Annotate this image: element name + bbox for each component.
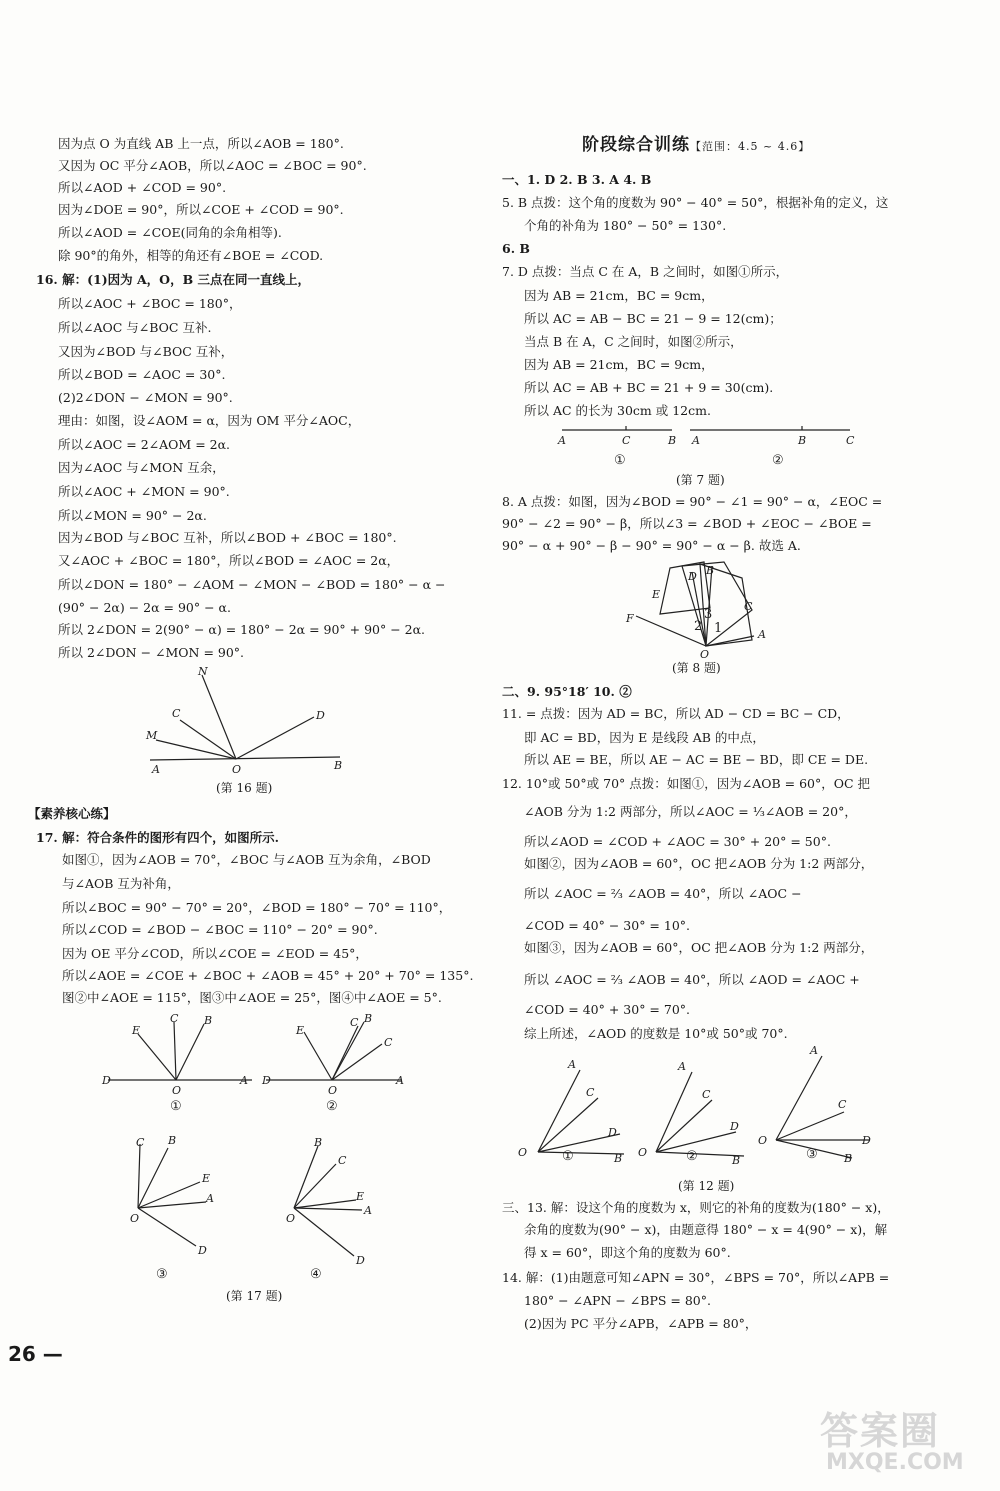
answer-line: 余角的度数为(90° − x)，由题意得 180° − x = 4(90° − x)，解 — [524, 1222, 888, 1237]
text-line: 所以∠BOD = ∠AOC = 30°. — [58, 367, 226, 382]
answer-line: 因为 AB = 21cm，BC = 9cm， — [524, 288, 714, 303]
label: ② — [772, 453, 784, 468]
page-number: 26 — — [8, 1342, 63, 1366]
label: D — [198, 1244, 207, 1257]
label: E — [652, 588, 661, 601]
answer-line: 所以 ∠AOC = ⅔ ∠AOB = 40°，所以 ∠AOD = ∠AOC + — [524, 972, 860, 987]
label: B — [364, 1012, 373, 1025]
text-line: 所以∠MON = 90° − 2α. — [58, 508, 207, 523]
label: O — [758, 1134, 768, 1147]
label: ② — [686, 1149, 698, 1164]
label: ④ — [310, 1267, 322, 1282]
figure-17 — [100, 1010, 430, 1280]
label: A — [692, 434, 700, 447]
text-line: 理由：如图，设∠AOM = α，因为 OM 平分∠AOC， — [58, 413, 361, 428]
figure-17-caption: (第 17 题) — [226, 1289, 283, 1303]
label: ① — [170, 1099, 182, 1114]
label: N — [198, 665, 208, 678]
answer-line: 180° − ∠APN − ∠BPS = 80°. — [524, 1293, 711, 1308]
label: D — [608, 1126, 617, 1139]
section-title — [582, 137, 810, 155]
text-line: 所以∠AOC = 2∠AOM = 2α. — [58, 437, 231, 452]
label: C — [702, 1088, 711, 1101]
label: A — [678, 1060, 686, 1073]
label: D — [102, 1074, 111, 1087]
answer-line: 8. A 点拨：如图，因为∠BOD = 90° − ∠1 = 90° − α，∠EOC = — [502, 494, 883, 509]
label: O — [232, 763, 242, 776]
label: A — [396, 1074, 404, 1087]
section-title-text: 阶段综合训练 — [582, 135, 690, 155]
text-line: 除 90°的角外，相等的角还有∠BOE = ∠COD. — [58, 248, 324, 263]
label: D — [862, 1134, 871, 1147]
label: E — [356, 1190, 365, 1203]
label: A — [810, 1044, 818, 1057]
answer-line: 14. 解：(1)由题意可知∠APN = 30°，∠BPS = 70°，所以∠APB = — [502, 1270, 890, 1285]
answer-line: 如图②，因为∠AOB = 60°，OC 把∠AOB 分为 1:2 两部分， — [524, 856, 874, 871]
label: C — [350, 1016, 359, 1029]
label: C — [586, 1086, 595, 1099]
text-line: 所以 2∠DON = 2(90° − α) = 180° − 2α = 90° + 90° − 2α. — [58, 622, 426, 637]
text-line: (90° − 2α) − 2α = 90° − α. — [58, 600, 231, 615]
figure-12-caption: (第 12 题) — [678, 1179, 735, 1193]
label: D — [688, 570, 697, 583]
label: ② — [326, 1099, 338, 1114]
text-line: 所以∠DON = 180° − ∠AOM − ∠MON − ∠BOD = 180° − α − — [58, 577, 446, 592]
label: A — [568, 1058, 576, 1071]
label: A — [758, 628, 766, 641]
answer-line: 所以 AE = BE，所以 AE − AC = BE − BD，即 CE = DE. — [524, 752, 869, 767]
text-line: 所以∠BOC = 90° − 70° = 20°，∠BOD = 180° − 70° = 110°， — [62, 900, 452, 915]
label: M — [146, 729, 158, 742]
label: C — [338, 1154, 347, 1167]
answer-line: 得 x = 60°，即这个角的度数为 60°. — [524, 1245, 731, 1260]
label: O — [638, 1146, 648, 1159]
text-line: 所以∠AOC + ∠BOC = 180°， — [58, 296, 242, 311]
label: O — [518, 1146, 528, 1159]
answer-line: 7. D 点拨：当点 C 在 A，B 之间时，如图①所示， — [502, 264, 789, 279]
label: O — [286, 1212, 296, 1225]
label: C — [744, 600, 753, 613]
label: B — [706, 564, 715, 577]
figure-8 — [626, 560, 810, 661]
answer-line: 所以 AC 的长为 30cm 或 12cm. — [524, 403, 711, 418]
text-line: 与∠AOB 互为补角， — [62, 876, 180, 891]
label: D — [730, 1120, 739, 1133]
label: A — [206, 1192, 214, 1205]
label: C — [384, 1036, 393, 1049]
label: B — [204, 1014, 213, 1027]
text-line: 所以∠AOE = ∠COE + ∠BOC + ∠AOB = 45° + 20° + 70° = 135°. — [62, 968, 474, 983]
figure-7-caption: (第 7 题) — [676, 473, 725, 487]
label: A — [152, 763, 160, 776]
answer-line: 所以 AC = AB − BC = 21 − 9 = 12(cm)； — [524, 311, 782, 326]
label: B — [334, 759, 343, 772]
answer-line: ∠COD = 40° + 30° = 70°. — [524, 1002, 691, 1017]
answer-line: 因为 AB = 21cm，BC = 9cm， — [524, 357, 714, 372]
answer-line: 90° − ∠2 = 90° − β，所以∠3 = ∠BOD + ∠EOC − ∠BOE = — [502, 516, 872, 531]
label: ③ — [806, 1147, 818, 1162]
label: C — [172, 707, 181, 720]
text-line: 因为点 O 为直线 AB 上一点，所以∠AOB = 180°. — [58, 136, 344, 151]
label: O — [328, 1084, 338, 1097]
answer-line: ∠COD = 40° − 30° = 10°. — [524, 918, 691, 933]
text-line: 因为∠AOC 与∠MON 互余， — [58, 460, 225, 475]
answer-line: 所以 ∠AOC = ⅔ ∠AOB = 40°，所以 ∠AOC − — [524, 886, 802, 901]
figure-12 — [518, 1042, 914, 1172]
text-line: 如图①，因为∠AOB = 70°，∠BOC 与∠AOB 互为余角，∠BOD — [62, 852, 431, 867]
answer-line: 5. B 点拨：这个角的度数为 90° − 40° = 50°，根据补角的定义，这 — [502, 195, 889, 210]
answer-line: 三、13. 解：设这个角的度数为 x，则它的补角的度数为(180° − x)， — [502, 1200, 890, 1215]
text-line: 所以∠AOC + ∠MON = 90°. — [58, 484, 230, 499]
label: D — [356, 1254, 365, 1267]
label: C — [838, 1098, 847, 1111]
answer-line: 所以∠AOD = ∠COD + ∠AOC = 30° + 20° = 50°. — [524, 834, 831, 849]
figure-7 — [550, 422, 930, 482]
figure-16-caption: (第 16 题) — [216, 781, 273, 795]
label: ③ — [156, 1267, 168, 1282]
label: B — [614, 1152, 623, 1165]
answer-line: 如图③，因为∠AOB = 60°，OC 把∠AOB 分为 1:2 两部分， — [524, 940, 874, 955]
text-line: (2)2∠DON − ∠MON = 90°. — [58, 390, 233, 405]
text-line: 图②中∠AOE = 115°，图③中∠AOE = 25°，图④中∠AOE = 5°. — [62, 990, 442, 1005]
label: B — [844, 1152, 853, 1165]
answer-line: 所以 AC = AB + BC = 21 + 9 = 30(cm). — [524, 380, 774, 395]
answer-line: 综上所述，∠AOD 的度数是 10°或 50°或 70°. — [524, 1026, 788, 1041]
label: D — [262, 1074, 271, 1087]
answer-line: (2)因为 PC 平分∠APB，∠APB = 80°， — [524, 1316, 758, 1331]
label: C — [170, 1012, 179, 1025]
text-line: 又∠AOC + ∠BOC = 180°，所以∠BOD = ∠AOC = 2α， — [58, 553, 400, 568]
watermark-url: MXQE.COM — [826, 1450, 964, 1475]
label: A — [240, 1074, 248, 1087]
label: B — [668, 434, 677, 447]
answer-line: 一、1. D 2. B 3. A 4. B — [502, 172, 652, 187]
answer-line: 11. = 点拨：因为 AD = BC，所以 AD − CD = BC − CD， — [502, 706, 850, 721]
label: O — [172, 1084, 182, 1097]
answer-line: 6. B — [502, 241, 530, 256]
label: 3 — [704, 607, 713, 622]
label: O — [130, 1212, 140, 1225]
answer-line: 12. 10°或 50°或 70° 点拨：如图①，因为∠AOB = 60°，OC 把 — [502, 776, 871, 791]
label: D — [316, 709, 325, 722]
text-line: 又因为∠BOD 与∠BOC 互补， — [58, 344, 234, 359]
text-line: 所以∠AOC 与∠BOC 互补. — [58, 320, 212, 335]
answer-line: 二、9. 95°18′ 10. ② — [502, 684, 632, 699]
text-line: 因为∠DOE = 90°，所以∠COE + ∠COD = 90°. — [58, 202, 344, 217]
watermark-logo: 答案圈 — [820, 1409, 941, 1453]
answer-line: 当点 B 在 A，C 之间时，如图②所示， — [524, 334, 743, 349]
label: A — [364, 1204, 372, 1217]
text-line: 又因为 OC 平分∠AOB，所以∠AOC = ∠BOC = 90°. — [58, 158, 367, 173]
label: E — [132, 1024, 141, 1037]
label: E — [296, 1024, 305, 1037]
label: F — [626, 612, 634, 625]
label: B — [314, 1136, 323, 1149]
figure-16 — [140, 665, 380, 785]
label: 1 — [714, 621, 723, 636]
range-tag: 【范围：4.5 ~ 4.6】 — [690, 140, 811, 153]
label: E — [202, 1172, 211, 1185]
text-line: 因为 OE 平分∠COD，所以∠COE = ∠EOD = 45°， — [62, 946, 368, 961]
answer-line: 即 AC = BD，因为 E 是线段 AB 的中点， — [524, 730, 765, 745]
problem-16-header: 16. 解：(1)因为 A，O，B 三点在同一直线上， — [36, 272, 310, 287]
answer-line: 90° − α + 90° − β − 90° = 90° − α − β. 故选 A. — [502, 538, 801, 553]
label: ① — [614, 453, 626, 468]
label: O — [700, 648, 710, 661]
answer-line: 个角的补角为 180° − 50° = 130°. — [524, 218, 727, 233]
figure-8-caption: (第 8 题) — [672, 661, 721, 675]
text-line: 所以∠COD = ∠BOD − ∠BOC = 110° − 20° = 90°. — [62, 922, 378, 937]
label: 2 — [694, 619, 703, 634]
answer-line: ∠AOB 分为 1:2 两部分，所以∠AOC = ⅓∠AOB = 20°， — [524, 804, 857, 819]
text-line: 因为∠BOD 与∠BOC 互补，所以∠BOD + ∠BOC = 180°. — [58, 530, 397, 545]
text-line: 所以∠AOD + ∠COD = 90°. — [58, 180, 227, 195]
label: A — [558, 434, 566, 447]
label: B — [798, 434, 807, 447]
label: C — [136, 1136, 145, 1149]
section-label: 【素养核心练】 — [28, 806, 116, 821]
label: B — [168, 1134, 177, 1147]
label: ① — [562, 1149, 574, 1164]
text-line: 所以 2∠DON − ∠MON = 90°. — [58, 645, 245, 660]
text-line: 所以∠AOD = ∠COE(同角的余角相等). — [58, 225, 282, 240]
problem-17-header: 17. 解：符合条件的图形有四个，如图所示. — [36, 830, 279, 845]
label: B — [732, 1154, 741, 1167]
label: C — [622, 434, 631, 447]
label: C — [846, 434, 855, 447]
